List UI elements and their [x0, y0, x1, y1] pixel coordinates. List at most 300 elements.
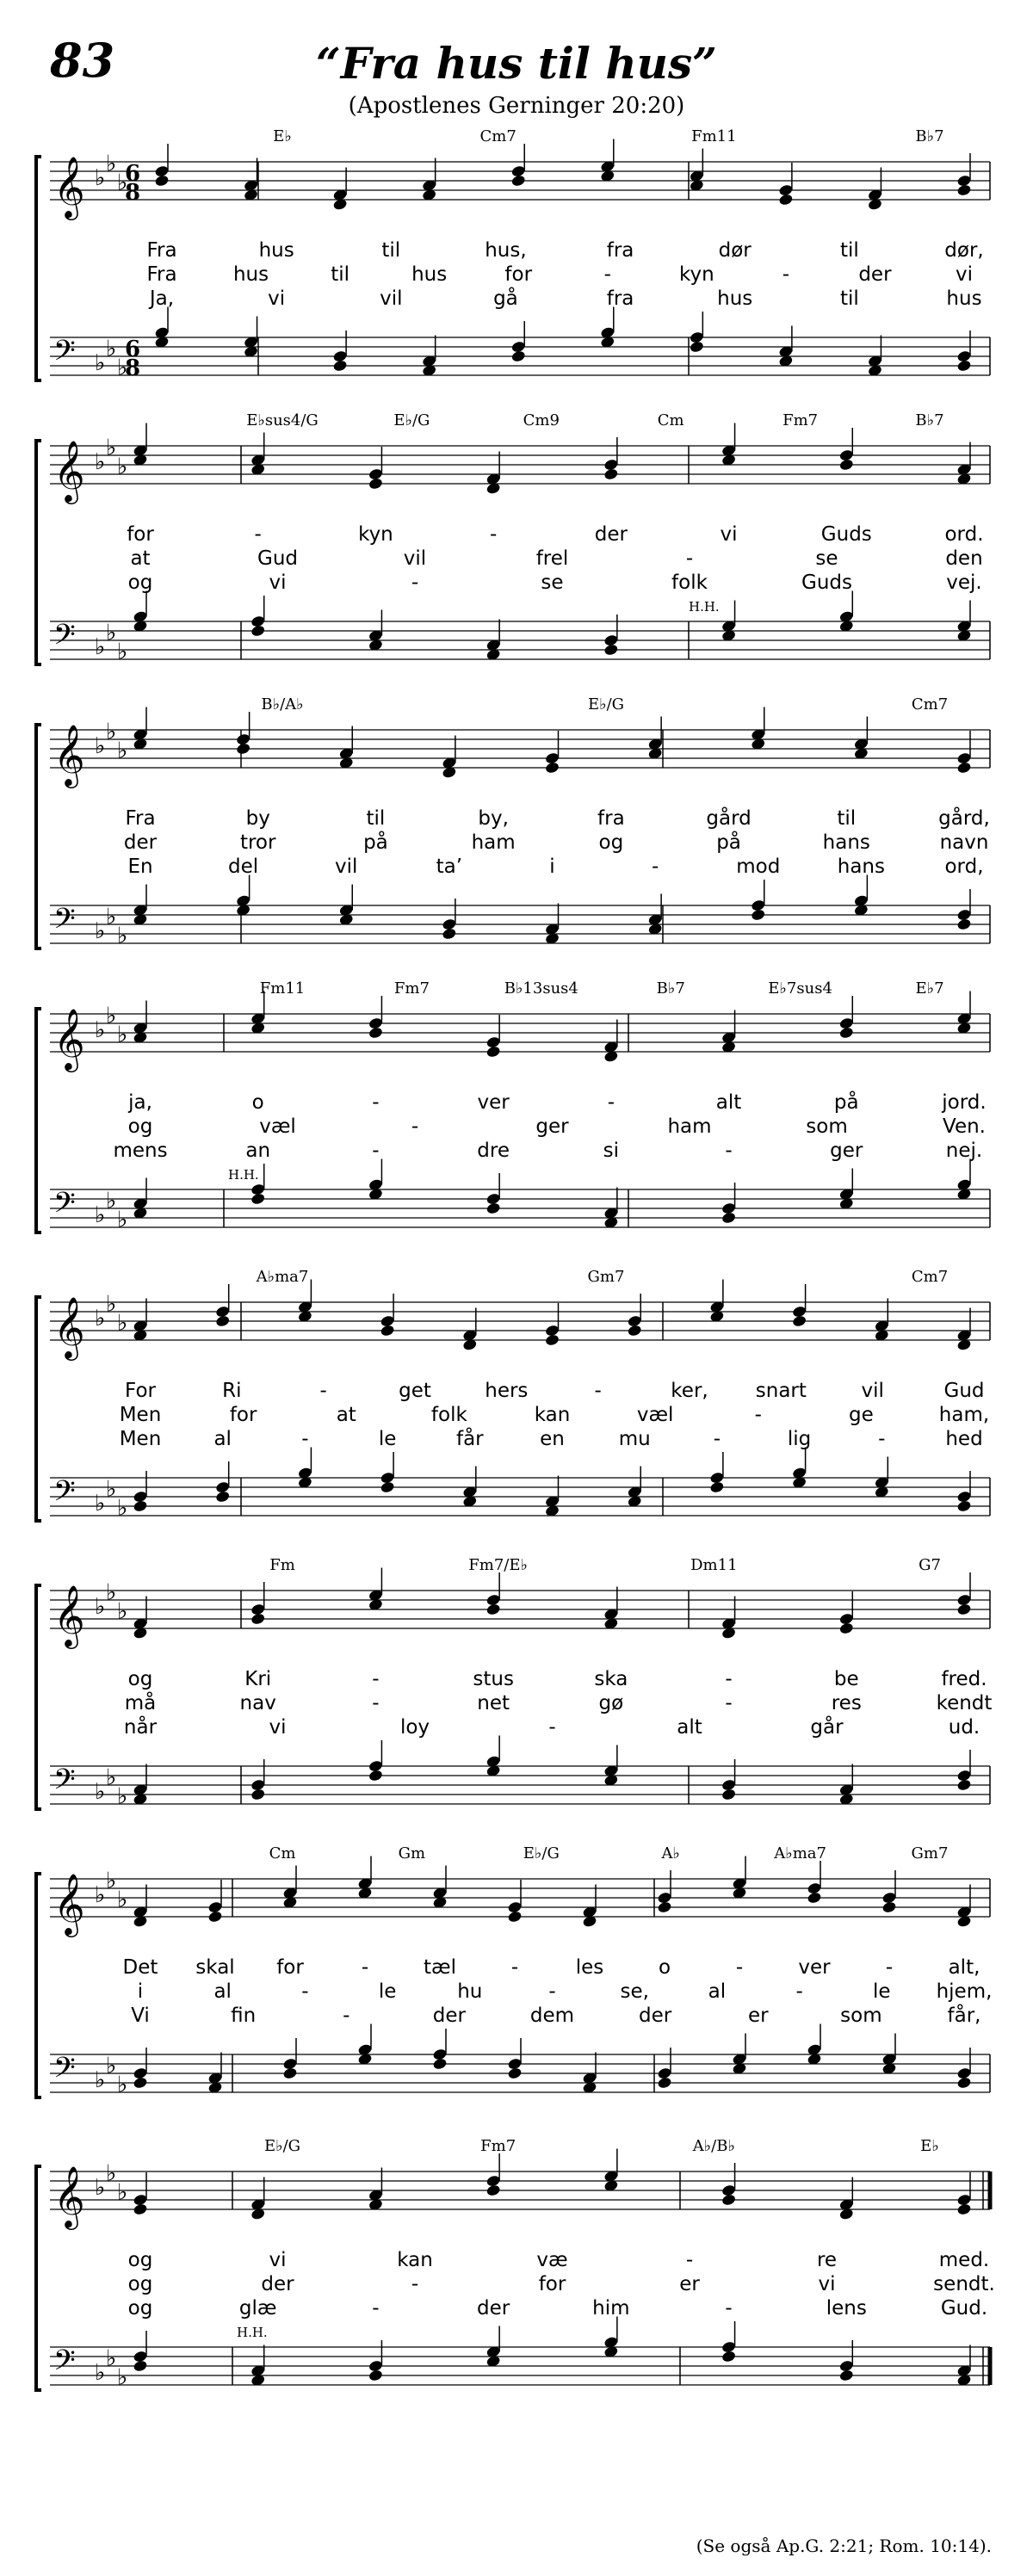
- chord-symbol: G7: [919, 1556, 941, 1574]
- key-flat-icon: ♭: [117, 1310, 128, 1337]
- lyric-syllable: frel: [535, 547, 569, 570]
- lyric-syllable: tæl: [424, 1956, 456, 1979]
- lyric-syllable: -: [411, 1115, 419, 1138]
- music-system: [0, 964, 1033, 1248]
- treble-notehead: [807, 1891, 822, 1904]
- bass-notehead: [689, 340, 704, 353]
- chord-symbol: E♭7sus4: [768, 979, 832, 998]
- lyric-syllable: les: [575, 1956, 604, 1979]
- lyric-syllable: -: [372, 2297, 380, 2320]
- lyric-syllable: til: [331, 263, 350, 286]
- lyric-syllable: -: [372, 1140, 380, 1162]
- key-flat-icon: ♭: [106, 620, 117, 646]
- lyric-syllable: kyn: [358, 523, 393, 546]
- bass-notehead: [332, 359, 348, 372]
- lyric-syllable: og: [127, 1668, 153, 1690]
- chord-symbol: B♭7: [915, 127, 944, 145]
- bass-notehead: [956, 917, 972, 930]
- lyric-syllable: o: [658, 1956, 671, 1979]
- key-flat-icon: ♭: [117, 1022, 128, 1048]
- lyric-syllable: Vi: [131, 2005, 150, 2027]
- lyric-syllable: -: [301, 1980, 309, 2003]
- key-flat-icon: ♭: [95, 733, 106, 759]
- treble-clef-icon: 𝄞: [53, 723, 85, 786]
- lyric-syllable: ger: [830, 1140, 863, 1162]
- key-flat-icon: ♭: [95, 1306, 106, 1331]
- chord-symbol: Fm7: [393, 979, 430, 998]
- lyric-syllable: Gud.: [940, 2297, 988, 2320]
- music-system: [0, 1829, 1033, 2113]
- bass-notehead: [838, 2369, 854, 2381]
- treble-clef-icon: 𝄞: [53, 2165, 85, 2227]
- lyric-syllable: nav: [239, 1692, 276, 1714]
- bass-clef-icon: 𝄢: [53, 903, 76, 942]
- key-flat-icon: ♭: [106, 2160, 117, 2187]
- key-flat-icon: ♭: [95, 165, 106, 191]
- treble-notehead: [657, 1900, 672, 1913]
- staff-svg: [0, 964, 1033, 1248]
- key-flat-icon: ♭: [117, 2072, 128, 2098]
- system-bracket: [36, 1297, 41, 1521]
- lyric-syllable: vil: [380, 287, 403, 310]
- key-flat-icon: ♭: [117, 1207, 128, 1233]
- lyric-syllable: al: [213, 1980, 232, 2003]
- lyric-syllable: en: [540, 1428, 565, 1450]
- lyric-syllable: -: [594, 1380, 602, 1402]
- treble-notehead: [510, 174, 526, 187]
- chord-symbol: Cm9: [523, 411, 560, 429]
- music-system: [0, 1252, 1033, 1536]
- lyric-syllable: nej.: [945, 1140, 983, 1162]
- lyric-syllable: Fra: [146, 239, 177, 262]
- chord-symbol: A♭ma7: [774, 1844, 826, 1863]
- lyric-syllable: le: [378, 1980, 397, 2003]
- system-bracket: [36, 1874, 41, 2097]
- hymn-title: “Fra hus til hus”: [316, 38, 717, 89]
- key-flat-icon: ♭: [106, 336, 117, 362]
- music-system: [0, 2122, 1033, 2406]
- lyric-syllable: si: [603, 1140, 620, 1162]
- bass-clef-icon: 𝄢: [53, 1764, 76, 1803]
- lyric-syllable: er: [679, 2273, 700, 2295]
- system-bracket: [36, 157, 41, 380]
- hymn-subtitle: (Apostlenes Gerninger 20:20): [348, 93, 685, 119]
- lyric-syllable: vi: [818, 2273, 836, 2295]
- music-system: [0, 112, 1033, 396]
- lyric-syllable: Ri: [222, 1380, 242, 1402]
- lyric-syllable: Gud: [257, 547, 298, 570]
- chord-symbol: Gm7: [587, 1268, 625, 1286]
- lyric-syllable: se,: [620, 1980, 649, 2003]
- key-flat-icon: ♭: [106, 1764, 117, 1791]
- treble-clef-icon: 𝄞: [53, 155, 85, 218]
- bass-notehead: [432, 2057, 448, 2070]
- lyric-syllable: -: [725, 1692, 733, 1714]
- time-signature-bottom: 8: [124, 355, 141, 381]
- bass-notehead: [721, 1211, 737, 1224]
- chord-symbol: E♭/G: [587, 695, 625, 713]
- lyric-syllable: går: [810, 1716, 844, 1739]
- lyric-syllable: navn: [939, 831, 989, 854]
- lyric-syllable: hers: [485, 1380, 529, 1402]
- key-flat-icon: ♭: [95, 2175, 106, 2201]
- treble-clef-icon: 𝄞: [53, 1295, 85, 1358]
- lyric-syllable: -: [489, 523, 498, 546]
- treble-notehead: [236, 742, 251, 755]
- lyric-syllable: res: [831, 1692, 862, 1714]
- lyric-syllable: ta’: [436, 856, 463, 878]
- lyric-syllable: -: [548, 1716, 556, 1739]
- chord-symbol: B♭7: [915, 411, 944, 429]
- treble-notehead: [207, 1910, 223, 1923]
- lyric-syllable: -: [254, 523, 262, 546]
- lyric-syllable: mens: [113, 1140, 168, 1162]
- lyric-syllable: som: [806, 1115, 848, 1138]
- bass-notehead: [133, 2359, 148, 2372]
- bass-clef-icon: 𝄢: [53, 1187, 76, 1226]
- chord-symbol: E♭/G: [393, 411, 430, 429]
- music-system: [0, 1541, 1033, 1825]
- music-system: [0, 396, 1033, 680]
- chord-symbol: E♭: [273, 127, 292, 145]
- lyric-syllable: by: [245, 807, 270, 830]
- chord-symbol: Cm: [657, 411, 684, 429]
- treble-clef-icon: 𝄞: [53, 439, 85, 502]
- lyric-syllable: vi: [269, 2249, 287, 2271]
- bass-clef-icon: 𝄢: [53, 619, 76, 658]
- lyric-syllable: glæ: [238, 2297, 277, 2320]
- treble-notehead: [380, 1324, 395, 1337]
- key-flat-icon: ♭: [106, 719, 117, 745]
- lyric-syllable: -: [685, 2249, 694, 2271]
- lyric-syllable: mod: [736, 856, 781, 878]
- chord-symbol: Dm11: [690, 1556, 738, 1574]
- bass-notehead: [507, 2066, 523, 2079]
- bass-notehead: [251, 624, 266, 637]
- lyric-syllable: må: [124, 1692, 157, 1714]
- bass-notehead: [251, 1192, 266, 1205]
- treble-notehead: [368, 477, 383, 490]
- lyric-syllable: al: [708, 1980, 727, 2003]
- bass-notehead: [709, 1480, 725, 1493]
- lyric-syllable: Kri: [244, 1668, 272, 1690]
- lyric-syllable: -: [782, 263, 790, 286]
- lyric-syllable: -: [795, 1980, 803, 2003]
- lyric-syllable: og: [598, 831, 624, 854]
- treble-notehead: [507, 1910, 523, 1923]
- lyric-syllable: Ja,: [149, 287, 175, 310]
- lyric-syllable: En: [127, 856, 153, 878]
- lyric-syllable: der: [477, 2297, 510, 2320]
- lyric-syllable: i: [549, 856, 555, 878]
- lyric-syllable: dør,: [944, 239, 984, 262]
- chord-symbol: Gm: [398, 1844, 426, 1863]
- lyric-syllable: fra: [606, 287, 634, 310]
- lyric-syllable: gå: [493, 287, 518, 310]
- key-flat-icon: ♭: [95, 1779, 106, 1805]
- key-flat-icon: ♭: [117, 1887, 128, 1913]
- key-flat-icon: ♭: [117, 738, 128, 764]
- treble-notehead: [627, 1324, 642, 1337]
- treble-notehead: [778, 193, 794, 206]
- lyric-syllable: se: [541, 571, 564, 594]
- lyric-syllable: -: [548, 1980, 556, 2003]
- lyric-syllable: hu: [457, 1980, 483, 2003]
- treble-clef-icon: 𝄞: [53, 1584, 85, 1646]
- treble-notehead: [792, 1314, 807, 1327]
- bass-notehead: [721, 1788, 737, 1801]
- staff-svg: [0, 2122, 1033, 2406]
- lyric-syllable: loy: [399, 1716, 430, 1739]
- lyric-syllable: ge: [849, 1404, 874, 1426]
- bass-notehead: [133, 1499, 148, 1512]
- hh-marking: H.H.: [228, 1167, 259, 1183]
- key-flat-icon: ♭: [117, 170, 128, 196]
- key-flat-icon: ♭: [117, 923, 128, 949]
- lyric-syllable: hus: [258, 239, 294, 262]
- lyric-syllable: vi: [720, 523, 738, 546]
- lyric-syllable: Guds: [801, 571, 852, 594]
- lyric-syllable: der: [432, 2005, 466, 2027]
- key-flat-icon: ♭: [95, 1594, 106, 1620]
- hh-marking: H.H.: [237, 2325, 268, 2340]
- key-flat-icon: ♭: [106, 904, 117, 930]
- bass-notehead: [368, 2369, 383, 2381]
- chord-symbol: E♭: [920, 2137, 939, 2155]
- lyric-syllable: For: [125, 1380, 156, 1402]
- chord-symbol: E♭/G: [523, 1844, 560, 1863]
- lyric-syllable: på: [716, 831, 741, 854]
- chord-symbol: E♭sus4/G: [246, 411, 319, 429]
- treble-notehead: [486, 2184, 501, 2196]
- bass-notehead: [956, 2076, 972, 2089]
- lyric-syllable: dem: [529, 2005, 575, 2027]
- time-signature-top: 6: [124, 337, 141, 362]
- lyric-syllable: net: [477, 1692, 510, 1714]
- lyric-syllable: ver: [477, 1091, 510, 1114]
- chord-symbol: B♭7: [656, 979, 685, 998]
- chord-symbol: B♭13sus4: [504, 979, 578, 998]
- system-bracket: [36, 441, 41, 664]
- system-bracket: [36, 725, 41, 948]
- chord-symbol: Cm7: [911, 1268, 949, 1286]
- lyric-syllable: mu: [618, 1428, 651, 1450]
- lyric-syllable: by,: [478, 807, 509, 830]
- lyric-syllable: når: [123, 1716, 158, 1739]
- bass-notehead: [442, 927, 457, 940]
- lyric-syllable: fra: [606, 239, 634, 262]
- lyric-syllable: le: [873, 1980, 891, 2003]
- lyric-syllable: fra: [597, 807, 625, 830]
- treble-notehead: [251, 1612, 266, 1625]
- treble-notehead: [956, 2202, 972, 2215]
- bass-notehead: [751, 908, 766, 921]
- chord-symbol: E♭/G: [263, 2137, 301, 2155]
- lyric-syllable: ord,: [944, 856, 984, 878]
- lyric-syllable: til: [839, 239, 859, 262]
- lyric-syllable: -: [878, 1428, 886, 1450]
- lyric-syllable: og: [127, 2249, 153, 2271]
- treble-notehead: [603, 467, 619, 480]
- key-flat-icon: ♭: [117, 1598, 128, 1625]
- key-flat-icon: ♭: [95, 918, 106, 944]
- lyric-syllable: den: [945, 547, 983, 570]
- key-flat-icon: ♭: [95, 1491, 106, 1517]
- bass-notehead: [956, 1499, 972, 1512]
- treble-notehead: [215, 1314, 231, 1327]
- bass-notehead: [721, 2350, 737, 2363]
- lyric-syllable: ham: [471, 831, 516, 854]
- lyric-syllable: tror: [239, 831, 276, 854]
- bass-notehead: [380, 1480, 395, 1493]
- lyric-syllable: kan: [397, 2249, 433, 2271]
- key-flat-icon: ♭: [106, 1579, 117, 1606]
- bass-notehead: [133, 2076, 148, 2089]
- bass-notehead: [510, 349, 526, 362]
- key-flat-icon: ♭: [117, 2364, 128, 2391]
- lyric-syllable: der: [594, 523, 628, 546]
- treble-notehead: [838, 1026, 854, 1039]
- lyric-syllable: stus: [473, 1668, 514, 1690]
- lyric-syllable: -: [885, 1956, 894, 1979]
- lyric-syllable: vi: [955, 263, 974, 286]
- lyric-syllable: væl: [259, 1115, 296, 1138]
- lyric-syllable: vi: [268, 287, 286, 310]
- time-signature-bottom: 8: [124, 180, 141, 206]
- treble-notehead: [838, 1622, 854, 1634]
- lyric-syllable: hus,: [485, 239, 527, 262]
- key-flat-icon: ♭: [117, 1783, 128, 1810]
- bass-notehead: [251, 1788, 266, 1801]
- lyric-syllable: fin: [231, 2005, 257, 2027]
- key-flat-icon: ♭: [117, 2179, 128, 2206]
- lyric-syllable: til: [381, 239, 401, 262]
- lyric-syllable: vil: [335, 856, 358, 878]
- music-system: [0, 680, 1033, 964]
- bass-clef-icon: 𝄢: [53, 2344, 76, 2384]
- key-flat-icon: ♭: [117, 639, 128, 665]
- staff-svg: [0, 396, 1033, 680]
- key-flat-icon: ♭: [106, 1291, 117, 1318]
- lyric-syllable: og: [127, 571, 153, 594]
- treble-notehead: [838, 458, 854, 471]
- lyric-syllable: alt,: [948, 1956, 980, 1979]
- lyric-syllable: vi: [269, 571, 287, 594]
- chord-symbol: Fm7: [480, 2137, 516, 2155]
- lyric-syllable: får,: [947, 2005, 981, 2027]
- lyric-syllable: i: [137, 1980, 144, 2003]
- lyric-syllable: -: [301, 1428, 309, 1450]
- treble-notehead: [486, 1045, 501, 1058]
- lyric-syllable: vej.: [946, 571, 982, 594]
- chord-symbol: Fm7/E♭: [468, 1556, 529, 1574]
- key-flat-icon: ♭: [106, 1188, 117, 1214]
- staff-svg: [0, 1541, 1033, 1825]
- lyric-syllable: an: [245, 1140, 271, 1162]
- bass-notehead: [956, 359, 972, 372]
- lyric-syllable: folk: [671, 571, 708, 594]
- chord-symbol: A♭ma7: [256, 1268, 309, 1286]
- lyric-syllable: -: [725, 1668, 733, 1690]
- chord-symbol: A♭: [661, 1844, 680, 1863]
- treble-notehead: [721, 2193, 737, 2206]
- lyric-syllable: -: [343, 2005, 350, 2027]
- chord-symbol: Cm: [269, 1844, 296, 1863]
- key-flat-icon: ♭: [95, 449, 106, 475]
- lyric-syllable: væl: [636, 1404, 674, 1426]
- lyric-syllable: -: [607, 1091, 615, 1114]
- lyric-syllable: -: [754, 1404, 762, 1426]
- bass-notehead: [603, 643, 619, 656]
- lyric-syllable: lig: [787, 1428, 812, 1450]
- chord-symbol: Cm7: [911, 695, 949, 713]
- bass-notehead: [282, 2066, 298, 2079]
- lyric-syllable: Gud: [943, 1380, 985, 1402]
- treble-notehead: [956, 183, 972, 196]
- lyric-syllable: gård,: [938, 807, 990, 830]
- chord-symbol: B♭/A♭: [261, 695, 304, 713]
- key-flat-icon: ♭: [117, 355, 128, 381]
- lyric-syllable: for: [229, 1404, 257, 1426]
- key-flat-icon: ♭: [95, 1202, 106, 1228]
- bass-notehead: [657, 2076, 672, 2089]
- key-flat-icon: ♭: [95, 350, 106, 376]
- lyric-syllable: ja,: [128, 1091, 152, 1114]
- lyric-syllable: ker,: [671, 1380, 708, 1402]
- key-flat-icon: ♭: [95, 2067, 106, 2093]
- lyric-syllable: -: [735, 1956, 744, 1979]
- lyric-syllable: del: [228, 856, 259, 878]
- lyric-syllable: for: [504, 263, 533, 286]
- lyric-syllable: til: [366, 807, 386, 830]
- lyric-syllable: der: [858, 263, 892, 286]
- lyric-syllable: Fra: [125, 807, 156, 830]
- lyric-syllable: re: [816, 2249, 838, 2271]
- lyric-syllable: ord.: [944, 523, 984, 546]
- lyric-syllable: og: [127, 2297, 153, 2320]
- lyric-syllable: jord.: [942, 1091, 987, 1114]
- lyric-syllable: kan: [534, 1404, 571, 1426]
- hymn-number: 83: [50, 33, 115, 88]
- lyric-syllable: for: [127, 523, 154, 546]
- treble-notehead: [133, 2202, 148, 2215]
- bass-notehead: [368, 1769, 383, 1782]
- bass-clef-icon: 𝄢: [53, 335, 76, 374]
- bass-clef-icon: 𝄢: [53, 2052, 76, 2091]
- lyric-syllable: get: [399, 1380, 431, 1402]
- lyric-syllable: for: [538, 2273, 566, 2295]
- lyric-syllable: og: [127, 2273, 153, 2295]
- system-bracket: [36, 1585, 41, 1809]
- treble-notehead: [881, 1900, 897, 1913]
- lyric-syllable: fred.: [941, 1668, 987, 1690]
- lyric-syllable: der: [261, 2273, 294, 2295]
- chord-symbol: E♭7: [915, 979, 944, 998]
- treble-notehead: [956, 761, 972, 774]
- lyric-syllable: -: [372, 1692, 380, 1714]
- lyric-syllable: -: [372, 1668, 380, 1690]
- chord-symbol: Fm11: [259, 979, 306, 998]
- lyric-syllable: hjem,: [936, 1980, 993, 2003]
- lyric-syllable: Fra: [146, 263, 177, 286]
- key-flat-icon: ♭: [106, 2053, 117, 2079]
- time-signature-top: 6: [124, 161, 141, 187]
- chord-symbol: Gm7: [911, 1844, 949, 1863]
- lyric-syllable: alt: [677, 1716, 702, 1739]
- lyric-syllable: for: [276, 1956, 304, 1979]
- lyric-syllable: ham: [667, 1115, 712, 1138]
- lyric-syllable: him: [592, 2297, 630, 2320]
